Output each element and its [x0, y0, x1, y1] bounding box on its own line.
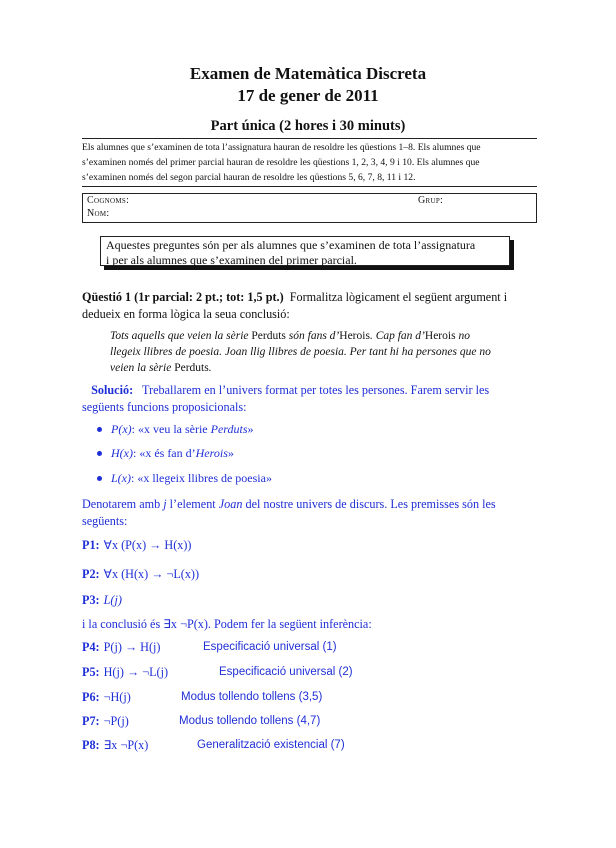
solution-label: Solució: — [91, 383, 134, 397]
solution-intro: Solució: Treballarem en l’univers format per totes les persones. Farem servir les següents funcions proposicionals: — [82, 383, 490, 414]
notice-line: i per als alumnes que s’examinen del primer parcial. — [106, 253, 357, 267]
quote-line: Tots aquells que veien la sèrie Perduts són fans d’Herois. Cap fan d’Herois no — [110, 330, 470, 342]
premise-formula: L(j) — [103, 593, 122, 607]
instruction-line: s’examinen només del segon parcial hauran de resoldre les qüestions 5, 6, 7, 8, 11 i 12. — [82, 172, 416, 183]
premise-formula: ∀x (H(x) → ¬L(x)) — [103, 567, 200, 581]
denotation-text: Denotarem amb j l’element Joan del nostre univers de discurs. Les premisses són les següents: — [82, 497, 496, 528]
top-rule — [82, 138, 537, 139]
step-p4: P4: P(j) → H(j) — [82, 640, 161, 654]
step-justification: Especificació universal (2) — [219, 666, 353, 678]
step-p5: P5: H(j) → ¬L(j) — [82, 665, 169, 679]
step-p8: P8: ∃x ¬P(x) — [82, 738, 149, 752]
question-text: dedueix en forma lògica la seua conclusió: — [82, 307, 290, 321]
function-item: P(x): «x veu la sèrie Perduts» — [97, 422, 254, 437]
notice-line: Aquestes preguntes són per als alumnes que s’examinen de tota l’assignatura — [106, 238, 476, 252]
group-label: Grup: — [418, 195, 444, 206]
question-1 — [82, 289, 537, 323]
quote-line: llegeix llibres de poesia. Joan llig llibres de poesia. Per tant hi ha persones que no — [110, 346, 491, 358]
conclusion-text: i la conclusió és ∃x ¬P(x). Podem fer la següent inferència: — [82, 617, 372, 631]
instruction-line: Els alumnes que s’examinen de tota l’assignatura hauran de resoldre les qüestions 1–8. Els alumnes que — [82, 142, 481, 153]
premise-formula: ∀x (P(x) → H(x)) — [103, 538, 192, 552]
exam-duration: Part única (2 hores i 30 minuts) — [210, 118, 406, 134]
exam-title: Examen de Matemàtica Discreta — [189, 64, 427, 83]
step-p6: P6: ¬H(j) — [82, 690, 131, 704]
bullet-icon — [97, 427, 102, 432]
step-justification: Especificació universal (1) — [203, 641, 337, 653]
step-justification: Generalització existencial (7) — [197, 739, 345, 751]
premise-3: P3: L(j) — [82, 593, 122, 607]
function-item: L(x): «x llegeix llibres de poesia» — [97, 471, 272, 486]
name-label: Nom: — [87, 208, 110, 219]
step-justification: Modus tollendo tollens (4,7) — [179, 715, 321, 727]
question-text: Formalitza lògicament el següent argument i — [289, 290, 508, 304]
bottom-rule — [82, 186, 537, 187]
exam-date: 17 de gener de 2011 — [237, 86, 379, 105]
argument-quote — [110, 328, 537, 376]
step-p7: P7: ¬P(j) — [82, 714, 129, 728]
instructions — [82, 140, 537, 185]
question-heading: Qüestió 1 (1r parcial: 2 pt.; tot: 1,5 pt.) — [82, 290, 284, 304]
bullet-icon — [97, 476, 102, 481]
instruction-line: s’examinen només del primer parcial hauran de resoldre les qüestions 1, 2, 3, 4, 9 i 10. Els alumnes que — [82, 157, 480, 168]
step-justification: Modus tollendo tollens (3,5) — [181, 691, 323, 703]
bullet-icon — [97, 451, 102, 456]
function-item: H(x): «x és fan d’Herois» — [97, 446, 234, 461]
notice-box — [100, 236, 510, 266]
surname-label: Cognoms: — [87, 195, 130, 206]
name-box — [82, 193, 537, 223]
quote-line: veien la sèrie Perduts. — [110, 362, 212, 374]
premise-1: P1: ∀x (P(x) → H(x)) — [82, 538, 192, 552]
premise-2: P2: ∀x (H(x) → ¬L(x)) — [82, 567, 200, 581]
